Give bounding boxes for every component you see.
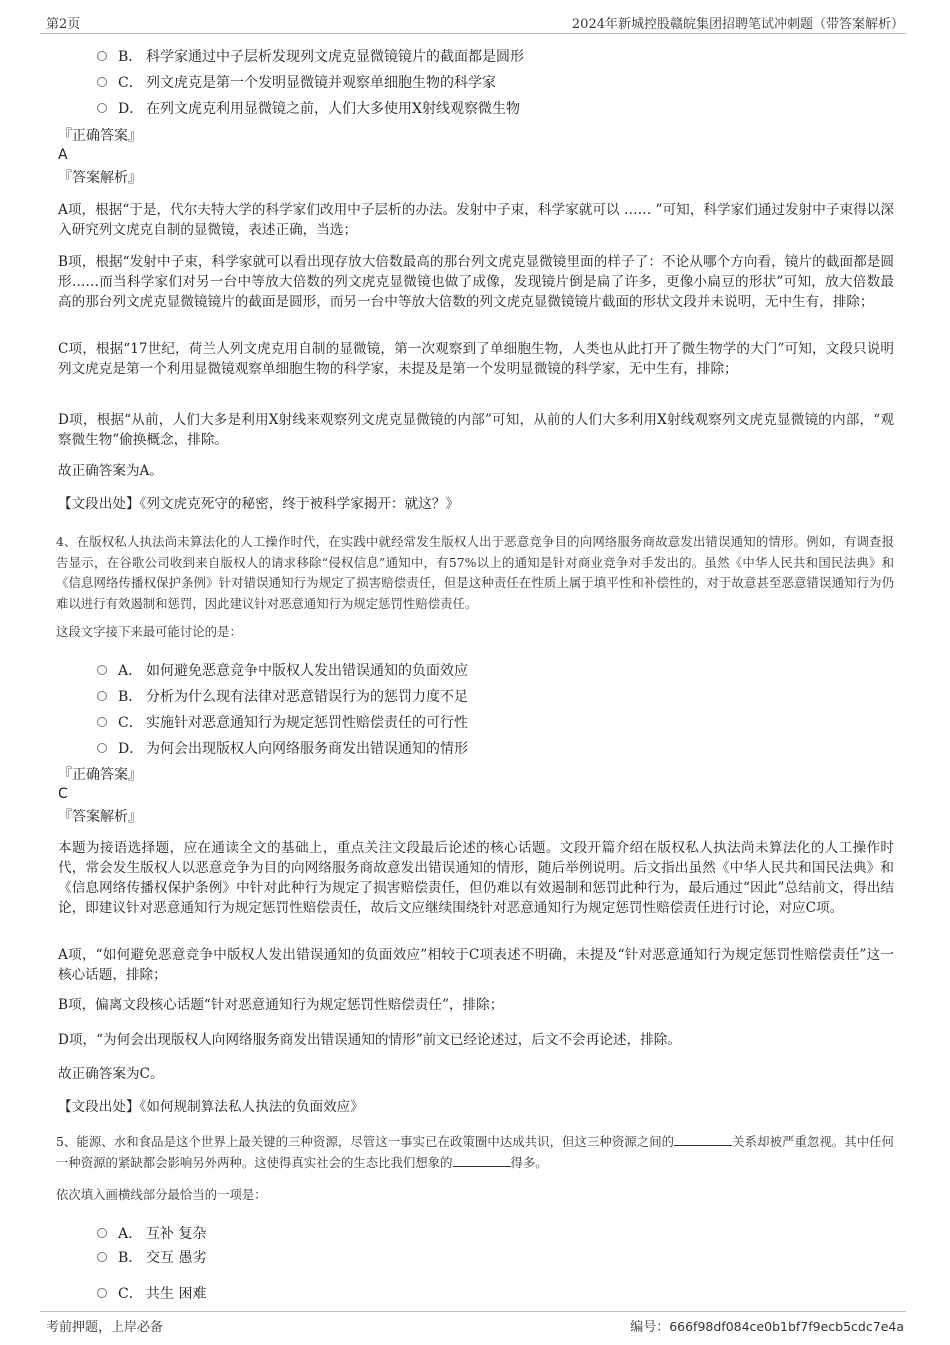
analysis-conclusion: 故正确答案为C。 bbox=[58, 1066, 164, 1082]
analysis-conclusion: 故正确答案为A。 bbox=[58, 463, 163, 479]
radio-icon[interactable] bbox=[97, 691, 107, 701]
analysis-summary: 本题为接语选择题，应在通读全文的基础上，重点关注文段最后论述的核心话题。文段开篇介绍在版权私人执法尚未算法化的人工操作时代，常会发生版权人以恶意竞争为目的向网络服务商故意发出错误通知的情形，随后举例说明。后文指出虽然《中华人民共和国民法典》和《信息网络传播权保护条例》中针对此种行为规定了损害赔偿责任，但仍难以有效遏制和惩罚此种行为，最后通过“因此”总结前文，得出结论，即建议针对恶意通知行为规定惩罚性赔偿责任，故后文应继续围绕针对恶意通知行为规定惩罚性赔偿责任进行讨论，对应C项。 bbox=[58, 840, 894, 916]
radio-icon[interactable] bbox=[97, 743, 107, 753]
question-5-prompt: 依次填入画横线部分最恰当的一项是： bbox=[56, 1187, 267, 1202]
analysis-label: 『答案解析』 bbox=[58, 809, 142, 825]
option-a[interactable]: A． 互补 复杂 bbox=[97, 1222, 206, 1244]
analysis-label: 『答案解析』 bbox=[58, 170, 142, 186]
correct-answer-label: 『正确答案』 bbox=[58, 767, 142, 783]
analysis-a: A项，根据“于是，代尔夫特大学的科学家们改用中子层析的办法。发射中子束，科学家就可以 …… ”可知，科学家们通过发射中子束得以深入研究列文虎克自制的显微镜，表述正确，当选； bbox=[58, 202, 894, 238]
footer-slogan: 考前押题，上岸必备 bbox=[46, 1320, 164, 1335]
option-c[interactable]: C． 共生 困难 bbox=[97, 1282, 206, 1304]
document-code: 编号：666f98df084ce0b1bf7f9ecb5cdc7e4a bbox=[630, 1319, 904, 1335]
option-d[interactable]: D． 在列文虎克利用显微镜之前，人们大多使用X射线观察微生物 bbox=[97, 97, 520, 119]
radio-icon[interactable] bbox=[97, 77, 107, 87]
option-b[interactable]: B． 科学家通过中子层析发现列文虎克显微镜镜片的截面都是圆形 bbox=[97, 45, 524, 67]
analysis-b: B项，根据“发射中子束，科学家就可以看出现存放大倍数最高的那台列文虎克显微镜里面的样子了：不论从哪个方向看，镜片的截面都是圆形……而当科学家们对另一台中等放大倍数的列文虎克显微镜也做了成像，发现镜片倒是扁了许多，更像小扁豆的形状”可知，放大倍数最高的那台列文虎克显微镜镜片的截面是圆形，而另一台中等放大倍数的列文虎克显微镜镜片截面的形状文段并未说明，无中生有，排除； bbox=[58, 254, 894, 310]
option-b[interactable]: B． 分析为什么现有法律对恶意错误行为的惩罚力度不足 bbox=[97, 685, 468, 707]
analysis-c: C项，根据“17世纪，荷兰人列文虎克用自制的显微镜，第一次观察到了单细胞生物，人类也从此打开了微生物学的大门”可知，文段只说明列文虎克是第一个利用显微镜观察单细胞生物的科学家，未提及是第一个发明显微镜的科学家，无中生有，排除； bbox=[58, 341, 894, 377]
correct-answer: C bbox=[58, 786, 68, 802]
fill-blank-2 bbox=[453, 1154, 511, 1167]
question-4-stem: 4、在版权私人执法尚未算法化的人工操作时代，在实践中就经常发生版权人出于恶意竞争目的向网络服务商故意发出错误通知的情形。例如，有调查报告显示，在谷歌公司收到来自版权人的请求移除“侵权信息”通知中，有57%以上的通知是针对商业竞争对手发出的。虽然《中华人民共和国民法典》和《信息网络传播权保护条例》针对错误通知行为规定了损害赔偿责任，但是这种责任在性质上属于填平性和补偿性的，对于故意甚至恶意错误通知行为仍难以进行有效遏制和惩罚，因此建议针对恶意通知行为规定惩罚性赔偿责任。 bbox=[56, 534, 894, 611]
correct-answer-label: 『正确答案』 bbox=[58, 128, 142, 144]
header-divider bbox=[40, 33, 906, 34]
document-title: 2024年新城控股赣皖集团招聘笔试冲刺题（带答案解析） bbox=[571, 17, 904, 32]
radio-icon[interactable] bbox=[97, 51, 107, 61]
analysis-d: D项，根据“从前，人们大多是利用X射线来观察列文虎克显微镜的内部”可知，从前的人们大多利用X射线观察列文虎克显微镜的内部，“观察微生物”偷换概念，排除。 bbox=[58, 412, 894, 448]
analysis-b: B项，偏离文段核心话题“针对恶意通知行为规定惩罚性赔偿责任”，排除； bbox=[58, 997, 504, 1013]
radio-icon[interactable] bbox=[97, 1228, 107, 1238]
option-b[interactable]: B． 交互 愚劣 bbox=[97, 1246, 206, 1268]
radio-icon[interactable] bbox=[97, 717, 107, 727]
radio-icon[interactable] bbox=[97, 103, 107, 113]
fill-blank-1 bbox=[674, 1133, 732, 1146]
option-a[interactable]: A． 如何避免恶意竞争中版权人发出错误通知的负面效应 bbox=[97, 659, 468, 681]
option-d[interactable]: D． 为何会出现版权人向网络服务商发出错误通知的情形 bbox=[97, 737, 468, 759]
radio-icon[interactable] bbox=[97, 665, 107, 675]
analysis-a: A项，“如何避免恶意竞争中版权人发出错误通知的负面效应”相较于C项表述不明确，未提及“针对恶意通知行为规定惩罚性赔偿责任”这一核心话题，排除； bbox=[58, 947, 894, 983]
page-number: 第2页 bbox=[46, 17, 81, 32]
question-4-prompt: 这段文字接下来最可能讨论的是： bbox=[56, 624, 242, 639]
option-c[interactable]: C． 列文虎克是第一个发明显微镜并观察单细胞生物的科学家 bbox=[97, 71, 496, 93]
radio-icon[interactable] bbox=[97, 1252, 107, 1262]
analysis-d: D项，“为何会出现版权人向网络服务商发出错误通知的情形”前文已经论述过，后文不会再论述，排除。 bbox=[58, 1032, 681, 1048]
correct-answer: A bbox=[58, 147, 68, 163]
radio-icon[interactable] bbox=[97, 1288, 107, 1298]
question-5-stem: 5、能源、水和食品是这个世界上最关键的三种资源，尽管这一事实已在政策圈中达成共识，但这三种资源之间的 关系却被严重忽视。其中任何一种资源的紧缺都会影响另外两种。这使得真实社会的生态比我们想象的 得多。 bbox=[56, 1134, 895, 1170]
source-citation: 【文段出处】《如何规制算法私人执法的负面效应》 bbox=[58, 1099, 364, 1115]
footer-divider bbox=[40, 1311, 906, 1312]
option-c[interactable]: C． 实施针对恶意通知行为规定惩罚性赔偿责任的可行性 bbox=[97, 711, 468, 733]
source-citation: 【文段出处】《列文虎克死守的秘密，终于被科学家揭开：就这？》 bbox=[58, 496, 460, 512]
